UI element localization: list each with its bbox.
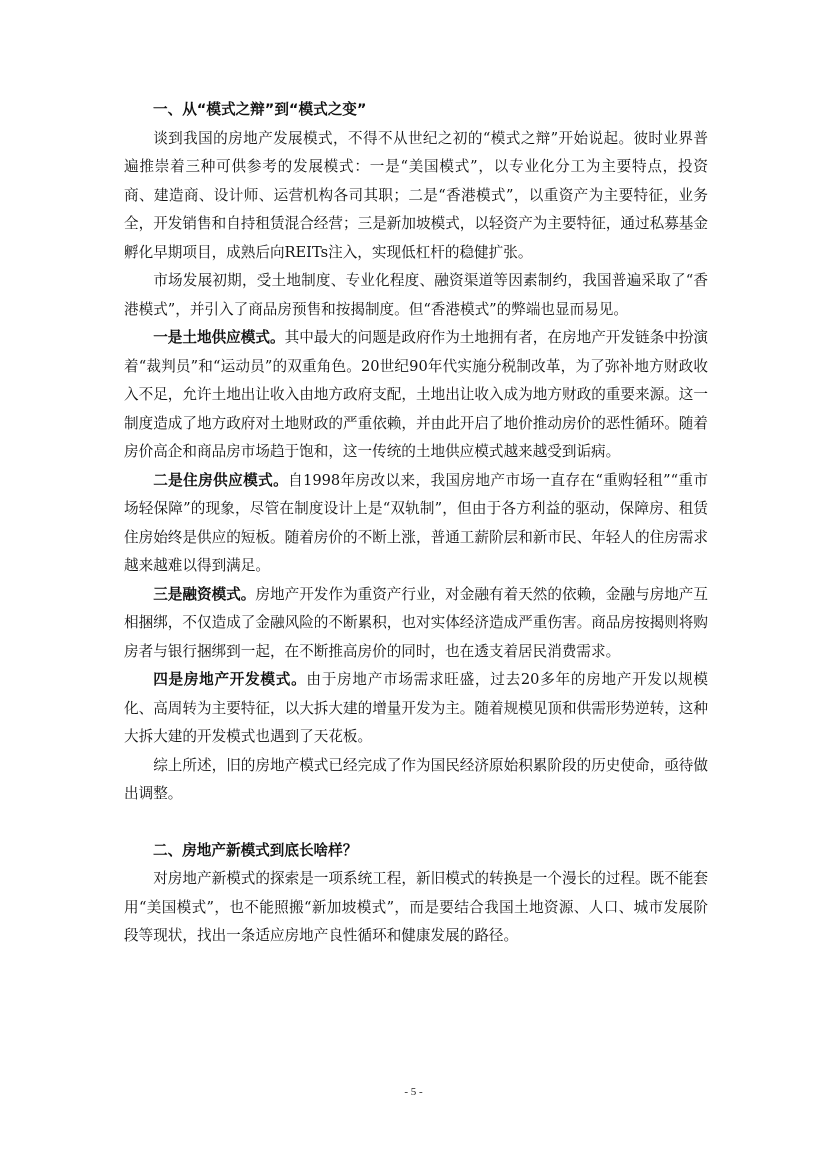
paragraph-lead: 四是房地产开发模式。 [153,671,307,688]
paragraph: 对房地产新模式的探索是一项系统工程，新旧模式的转换是一个漫长的过程。既不能套用“美国模式”，也不能照搬“新加坡模式”，而是要结合我国土地资源、人口、城市发展阶段等现状，找出一条适应房地产良性循环和健康发展的路径。 [124,870,708,944]
paragraph-text: 房地产开发作为重资产行业，对金融有着天然的依赖，金融与房地产互相捆绑，不仅造成了金融风险的不断累积，也对实体经济造成严重伤害。商品房按揭则将购房者与银行捆绑到一起，在不断推高房价的同时，也在透支着居民消费需求。 [124,585,708,660]
paragraph-lead: 一是土地供应模式。 [153,329,285,346]
paragraph-lead: 二是住房供应模式。 [153,471,289,489]
paragraph: 综上所述，旧的房地产模式已经完成了作为国民经济原始积累阶段的历史使命，亟待做出调整。 [124,756,708,802]
paragraph: 谈到我国的房地产发展模式，不得不从世纪之初的“模式之辩”开始说起。彼时业界普遍推崇着三种可供参考的发展模式：一是“美国模式”，以专业化分工为主要特点，投资商、建造商、设计师、运营机构各司其职；二是“香港模式”，以重资产为主要特征，业务全，开发销售和自持租赁混合经营；三是新加坡模式，以轻资产为主要特征，通过私募基金孵化早期项目，成熟后向REITs注入，实现低杠杆的稳健扩张。 [124,129,708,261]
paragraph [124,581,708,667]
paragraph [124,324,708,467]
section-gap [124,809,708,837]
paragraph-text: 其中最大的问题是政府作为土地拥有者，在房地产开发链条中扮演着“裁判员”和“运动员”的双重角色。20世纪90年代实施分税制改革，为了弥补地方财政收入不足，允许土地出让收入由地方政府支配，土地出让收入成为地方财政的重要来源。这一制度造成了地方政府对土地财政的严重依赖，并由此开启了地价推动房价的恶性循环。随着房价高企和商品房市场趋于饱和，这一传统的土地供应模式越来越受到诟病。 [124,329,708,460]
paragraph-text: 由于房地产市场需求旺盛，过去20多年的房地产开发以规模化、高周转为主要特征，以大拆大建的增量开发为主。随着规模见顶和供需形势逆转，这种大拆大建的开发模式也遇到了天花板。 [124,671,708,745]
paragraph-lead: 三是融资模式。 [153,585,256,603]
page-number: - 5 - [404,1086,423,1098]
document-body [124,96,708,951]
section-heading-2: 二、房地产新模式到底长啥样？ [153,841,358,859]
paragraph [124,467,708,581]
paragraph-text: 自1998年房改以来，我国房地产市场一直存在“重购轻租”“重市场轻保障”的现象，尽管在制度设计上是“双轨制”，但由于各方利益的驱动，保障房、租赁住房始终是供应的短板。随着房价的不断上涨，普通工薪阶层和新市民、年轻人的住房需求越来越难以得到满足。 [124,471,708,574]
paragraph: 市场发展初期，受土地制度、专业化程度、融资渠道等因素制约，我国普遍采取了“香港模式”，并引入了商品房预售和按揭制度。但“香港模式”的弊端也显而易见。 [124,272,708,318]
section-heading-1: 一、从“模式之辩”到“模式之变” [153,101,367,118]
paragraph [124,666,708,752]
